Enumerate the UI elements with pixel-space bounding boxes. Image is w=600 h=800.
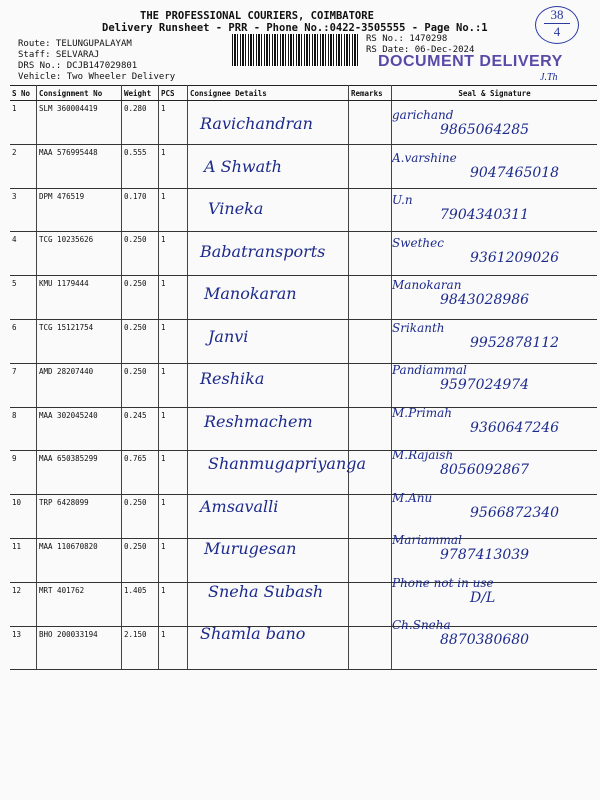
row-weight: 0.250 xyxy=(122,232,159,276)
row-consignment-no: TRP 6428099 xyxy=(37,495,122,539)
handwritten-consignee-name: Shanmugapriyanga xyxy=(208,454,367,473)
handwritten-consignee-name: Shamla bano xyxy=(200,624,306,643)
row-weight: 0.555 xyxy=(122,144,159,188)
row-remarks-cell xyxy=(349,495,392,539)
barcode xyxy=(232,34,360,66)
handwritten-page-count xyxy=(535,6,579,44)
row-remarks-cell xyxy=(349,319,392,363)
row-sno: 8 xyxy=(10,407,37,451)
col-header-weight: Weight xyxy=(122,86,159,101)
handwritten-consignee-name: Sneha Subash xyxy=(208,581,324,601)
row-weight: 1.405 xyxy=(122,582,159,626)
handwritten-signature: Swethec xyxy=(392,235,444,250)
row-sno: 7 xyxy=(10,363,37,407)
row-pcs: 1 xyxy=(159,232,188,276)
row-pcs: 1 xyxy=(159,407,188,451)
row-consignment-no: MAA 576995448 xyxy=(37,144,122,188)
row-pcs: 1 xyxy=(159,188,188,232)
row-remarks-cell xyxy=(349,101,392,145)
row-pcs: 1 xyxy=(159,538,188,582)
row-pcs: 1 xyxy=(159,101,188,145)
row-weight: 0.245 xyxy=(122,407,159,451)
row-sno: 13 xyxy=(10,626,37,670)
row-pcs: 1 xyxy=(159,626,188,670)
document-delivery-stamp: DOCUMENT DELIVERY xyxy=(378,53,563,70)
handwritten-phone: 9597024974 xyxy=(440,377,530,393)
row-weight: 0.250 xyxy=(122,276,159,320)
handwritten-phone: 7904340311 xyxy=(440,207,530,223)
handwritten-signature: Mariammal xyxy=(392,533,462,547)
handwritten-consignee-name: Babatransports xyxy=(200,241,326,261)
row-weight: 0.765 xyxy=(122,451,159,495)
row-remarks-cell xyxy=(349,232,392,276)
row-weight: 0.250 xyxy=(122,319,159,363)
row-pcs: 1 xyxy=(159,451,188,495)
handwritten-signature: Pandiammal xyxy=(392,363,467,377)
row-consignment-no: SLM 360004419 xyxy=(37,101,122,145)
row-remarks-cell xyxy=(349,407,392,451)
handwritten-phone: D/L xyxy=(470,589,496,606)
row-sno: 9 xyxy=(10,451,37,495)
row-sno: 3 xyxy=(10,188,37,232)
handwritten-phone: 9047465018 xyxy=(470,164,560,181)
row-sno: 11 xyxy=(10,538,37,582)
row-consignment-no: TCG 10235626 xyxy=(37,232,122,276)
handwritten-phone: 9952878112 xyxy=(470,334,560,351)
row-consignment-no: TCG 15121754 xyxy=(37,319,122,363)
vehicle-label: Vehicle: Two Wheeler Delivery xyxy=(18,72,176,82)
handwritten-phone: 9787413039 xyxy=(440,547,530,563)
row-remarks-cell xyxy=(349,144,392,188)
handwritten-consignee-name: A Shwath xyxy=(204,156,282,176)
handwritten-consignee-name: Manokaran xyxy=(204,284,297,303)
row-remarks-cell xyxy=(349,538,392,582)
handwritten-phone: 8870380680 xyxy=(440,632,530,648)
handwritten-initials: J.Th xyxy=(540,72,558,83)
handwritten-signature: Ch.Sneha xyxy=(392,618,451,632)
rs-date: RS Date: 06-Dec-2024 xyxy=(366,45,475,55)
col-header-consignment: Consignment No xyxy=(37,86,122,101)
col-header-remarks: Remarks xyxy=(349,86,392,101)
drs-number: DRS No.: DCJB147029801 xyxy=(18,61,138,71)
row-weight: 0.280 xyxy=(122,101,159,145)
row-consignment-no: MAA 302045240 xyxy=(37,407,122,451)
staff-label: Staff: SELVARAJ xyxy=(18,50,100,60)
col-header-consignee: Consignee Details xyxy=(188,86,349,101)
runsheet-subtitle: Delivery Runsheet - PRR - Phone No.:0422-3505555 - Page No.:1 xyxy=(102,22,488,34)
row-remarks-cell xyxy=(349,188,392,232)
handwritten-phone: 9865064285 xyxy=(440,122,530,138)
row-pcs: 1 xyxy=(159,319,188,363)
rs-number: RS No.: 1470298 xyxy=(366,34,448,44)
handwritten-phone: 9360647246 xyxy=(470,419,560,436)
handwritten-phone: 9566872340 xyxy=(470,504,560,521)
handwritten-consignee-name: Janvi xyxy=(208,326,249,346)
row-weight: 0.250 xyxy=(122,538,159,582)
row-sno: 5 xyxy=(10,276,37,320)
row-remarks-cell xyxy=(349,276,392,320)
page-count-bottom: 4 xyxy=(553,24,561,39)
handwritten-consignee-name: Reshika xyxy=(200,369,265,388)
company-title: THE PROFESSIONAL COURIERS, COIMBATORE xyxy=(140,10,374,22)
row-weight: 0.250 xyxy=(122,495,159,539)
handwritten-signature: M.Primah xyxy=(392,405,453,420)
row-consignment-no: AMD 28207440 xyxy=(37,363,122,407)
row-sno: 4 xyxy=(10,232,37,276)
handwritten-consignee-name: Ravichandran xyxy=(200,114,313,133)
handwritten-signature: Phone not in use xyxy=(392,575,494,590)
row-remarks-cell xyxy=(349,582,392,626)
row-pcs: 1 xyxy=(159,363,188,407)
row-consignment-no: MRT 401762 xyxy=(37,582,122,626)
table-header-row xyxy=(10,86,597,101)
row-remarks-cell xyxy=(349,363,392,407)
col-header-pcs: PCS xyxy=(159,86,188,101)
row-sno: 12 xyxy=(10,582,37,626)
page-count-top: 38 xyxy=(550,7,564,22)
row-pcs: 1 xyxy=(159,276,188,320)
handwritten-phone: 9361209026 xyxy=(470,249,560,266)
handwritten-signature: M.Anu xyxy=(392,490,433,505)
row-pcs: 1 xyxy=(159,495,188,539)
handwritten-signature: garichand xyxy=(392,108,454,122)
row-consignment-no: KMU 1179444 xyxy=(37,276,122,320)
row-pcs: 1 xyxy=(159,582,188,626)
row-consignment-no: MAA 110670820 xyxy=(37,538,122,582)
route-label: Route: TELUNGUPALAYAM xyxy=(18,39,132,49)
row-consignment-no: MAA 650385299 xyxy=(37,451,122,495)
handwritten-consignee-name: Amsavalli xyxy=(200,496,279,516)
handwritten-signature: A.varshine xyxy=(392,150,457,165)
col-header-sno: S No xyxy=(10,86,37,101)
col-header-signature: Seal & Signature xyxy=(392,86,598,101)
handwritten-phone: 9843028986 xyxy=(440,292,530,308)
row-remarks-cell xyxy=(349,626,392,670)
handwritten-consignee-name: Murugesan xyxy=(204,539,297,558)
handwritten-signature: U.n xyxy=(392,193,413,207)
handwritten-consignee-name: Vineka xyxy=(208,199,264,218)
row-weight: 2.150 xyxy=(122,626,159,670)
row-sno: 1 xyxy=(10,101,37,145)
row-sno: 2 xyxy=(10,144,37,188)
handwritten-signature: Manokaran xyxy=(392,278,462,292)
handwritten-signature: M.Rajaish xyxy=(392,448,454,462)
row-consignment-no: BHO 200033194 xyxy=(37,626,122,670)
row-consignment-no: DPM 476519 xyxy=(37,188,122,232)
handwritten-signature: Srikanth xyxy=(392,320,445,335)
row-sno: 10 xyxy=(10,495,37,539)
row-weight: 0.250 xyxy=(122,363,159,407)
row-pcs: 1 xyxy=(159,144,188,188)
handwritten-phone: 8056092867 xyxy=(440,462,530,478)
row-sno: 6 xyxy=(10,319,37,363)
handwritten-consignee-name: Reshmachem xyxy=(204,411,313,431)
row-weight: 0.170 xyxy=(122,188,159,232)
